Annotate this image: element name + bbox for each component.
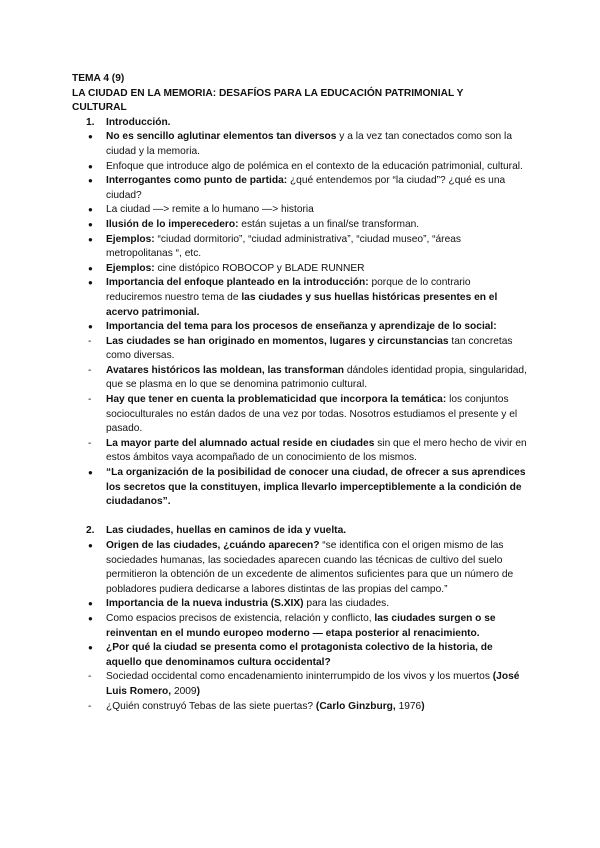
text-run: ¿Quién construyó Tebas de las siete puertas? <box>106 700 316 712</box>
bold-text-run: Ilusión de lo imperecedero: <box>106 218 239 230</box>
list-item-text <box>106 130 528 159</box>
bullet-dot-icon: ● <box>88 132 93 142</box>
list-item-text <box>106 670 528 699</box>
bold-text-run: Importancia del enfoque planteado en la introducción: <box>106 277 369 289</box>
bullet-dot-icon: ● <box>88 205 93 215</box>
bullet-dot-icon: ● <box>88 468 93 478</box>
bullet-dash-icon: - <box>88 394 92 406</box>
bold-text-run: La mayor parte del alumnado actual reside en ciudades <box>106 437 375 449</box>
text-run: Como espacios precisos de existencia, relación y conflicto, <box>106 612 375 624</box>
bullet-dot-icon: ● <box>88 643 93 653</box>
text-run: La ciudad —> remite a lo humano —> historia <box>106 204 314 216</box>
text-run: porque de lo contrario reduciremos nuestro tema de <box>106 277 471 303</box>
text-run: “se identifica con el origen mismo de las sociedades humanas, las sociedades aparecen cuando las técnicas de cultivo del suelo permitieron la obtención de un excedente de alimentos suficientes para que un número de pobladores pudiera dedicarse a labores distintas de las propias del campo.” <box>106 540 514 595</box>
list-item <box>72 233 528 262</box>
bold-text-run: No es sencillo aglutinar elementos tan diversos <box>106 131 337 143</box>
text-run: dándoles identidad propia, singularidad, que se plasma en lo que se denomina patrimonio cultural. <box>106 364 527 391</box>
list-item <box>72 437 528 466</box>
list-item <box>72 203 528 218</box>
bold-text-run: Ejemplos: <box>106 262 155 274</box>
bold-text-run: las ciudades surgen o se reinventan en el mundo europeo moderno — etapa posterior al renacimiento. <box>106 612 496 639</box>
bold-text-run: las ciudades y sus huellas históricas presentes en el acervo patrimonial. <box>106 291 498 318</box>
text-run: Sociedad occidental como encadenamiento ininterrumpido de los vivos y los muertos <box>106 671 493 683</box>
list-item <box>72 262 528 277</box>
bullet-dot-icon: ● <box>88 263 93 273</box>
bold-text-run: ¿Por qué la ciudad se presenta como el protagonista colectivo de la historia, de aquello que denominamos cultura occidental? <box>106 642 493 668</box>
bullet-dot-icon: ● <box>88 278 93 288</box>
list-item-text <box>106 276 528 320</box>
bullet-dash-icon: - <box>88 437 92 449</box>
text-run: cine distópico ROBOCOP y BLADE RUNNER <box>154 262 365 274</box>
list-item <box>72 641 528 670</box>
document-title-line-1: LA CIUDAD EN LA MEMORIA: DESAFÍOS PARA LA EDUCACIÓN PATRIMONIAL Y <box>72 87 464 99</box>
bold-text-run: Importancia de la nueva industria (S.XIX) <box>106 598 304 610</box>
list-item <box>72 597 528 612</box>
list-item-text <box>106 160 528 175</box>
section-title: Introducción. <box>106 116 171 128</box>
list-item-text <box>106 203 528 218</box>
list-item-text <box>106 597 528 612</box>
list-item-text <box>106 393 528 437</box>
bold-text-run: Interrogantes como punto de partida: <box>106 175 288 187</box>
list-item <box>72 160 528 175</box>
text-run: los conjuntos socioculturales no están dados de una vez por todas. Nosotros estudiamos el presente y el pasado. <box>106 394 518 435</box>
bullet-dot-icon: ● <box>88 322 93 332</box>
topic-number: TEMA 4 (9) <box>72 73 125 84</box>
list-item-text <box>106 539 528 597</box>
bold-text-run: (José Luis Romero, <box>106 671 520 697</box>
text-run: están sujetas a un final/se transforman. <box>238 218 420 230</box>
list-item <box>72 466 528 510</box>
bullet-dot-icon: ● <box>88 613 93 623</box>
text-run: ¿qué entendemos por “la ciudad”? ¿qué es una ciudad? <box>106 175 506 201</box>
bold-text-run: ) <box>421 700 425 712</box>
list-item <box>72 320 528 335</box>
text-run: Enfoque que introduce algo de polémica en el contexto de la educación patrimonial, cultural. <box>106 160 523 172</box>
bullet-dot-icon: ● <box>88 219 93 229</box>
list-item <box>72 174 528 203</box>
bullet-dash-icon: - <box>88 335 92 347</box>
document-page <box>72 72 528 714</box>
bold-text-run: Las ciudades se han originado en momentos, lugares y circunstancias <box>106 335 449 347</box>
bullet-dot-icon: ● <box>88 541 93 550</box>
list-item-text <box>106 364 528 393</box>
list-item-text <box>106 218 528 233</box>
list-item <box>72 670 528 699</box>
bold-text-run: Hay que tener en cuenta la problematicidad que incorpora la temática: <box>106 394 447 406</box>
bullet-dash-icon: - <box>88 671 92 683</box>
list-item <box>72 335 528 364</box>
bullet-dot-icon: ● <box>88 599 93 609</box>
list-item-text <box>106 612 528 641</box>
list-item <box>72 276 528 320</box>
section-2-list <box>72 539 528 714</box>
list-item-text <box>106 641 528 670</box>
text-run: y a la vez tan conectados como son la ciudad y la memoria. <box>106 131 512 157</box>
spacer <box>72 510 528 525</box>
bullet-dot-icon: ● <box>88 176 93 186</box>
section-1-list <box>72 130 528 509</box>
section-number: 1. <box>86 116 95 128</box>
list-item <box>72 539 528 597</box>
list-item-text <box>106 174 528 203</box>
section-title: Las ciudades, huellas en caminos de ida y vuelta. <box>106 525 347 537</box>
list-item-text <box>106 320 528 335</box>
list-item-text <box>106 700 528 715</box>
list-item <box>72 130 528 159</box>
bullet-dot-icon: ● <box>88 234 93 244</box>
text-run: 2009 <box>171 685 197 697</box>
bold-text-run: “La organización de la posibilidad de conocer una ciudad, de ofrecer a sus aprendices los secretos que la constituyen, implica llevarlo imperceptiblemente a la condición de ciudadanos”. <box>106 467 526 508</box>
bullet-dot-icon: ● <box>88 161 93 171</box>
section-number: 2. <box>86 525 95 537</box>
list-item-text <box>106 262 528 277</box>
bold-text-run: (Carlo Ginzburg, <box>315 700 396 712</box>
bold-text-run: Origen de las ciudades, ¿cuándo aparecen? <box>106 540 320 551</box>
text-run: “ciudad dormitorio”, “ciudad administrativa”, “ciudad museo”, “áreas metropolitanas “, etc. <box>106 233 461 260</box>
document-title-line-2: CULTURAL <box>72 102 127 114</box>
list-item-text <box>106 335 528 364</box>
list-item-text <box>106 233 528 262</box>
bullet-dash-icon: - <box>88 364 92 376</box>
list-item <box>72 393 528 437</box>
section-heading-2 <box>72 524 528 539</box>
list-item-text <box>106 437 528 466</box>
bold-text-run: Avatares históricos las moldean, las transforman <box>106 364 344 376</box>
list-item <box>72 218 528 233</box>
text-run: sin que el mero hecho de vivir en estos ámbitos vaya acompañado de un conocimiento de los mismos. <box>106 437 527 464</box>
bold-text-run: Importancia del tema para los procesos de enseñanza y aprendizaje de lo social: <box>106 321 497 333</box>
text-run: para las ciudades. <box>303 598 390 610</box>
bold-text-run: Ejemplos: <box>106 233 155 245</box>
list-item <box>72 700 528 715</box>
section-heading-1 <box>72 116 528 131</box>
bold-text-run: ) <box>196 685 201 697</box>
list-item <box>72 364 528 393</box>
list-item-text <box>106 466 528 510</box>
text-run: 1976 <box>395 700 422 712</box>
text-run: tan concretas como diversas. <box>106 335 513 362</box>
bullet-dash-icon: - <box>88 700 92 712</box>
list-item <box>72 612 528 641</box>
